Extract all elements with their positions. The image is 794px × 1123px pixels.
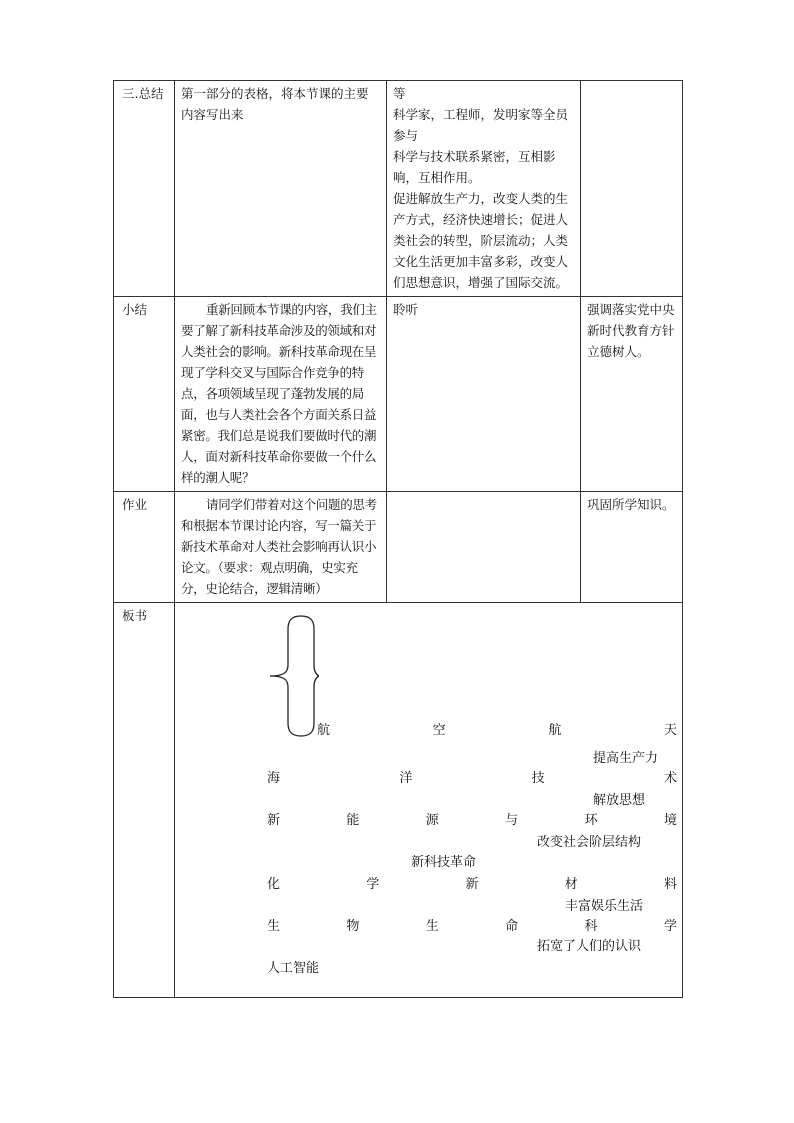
board-field-line — [317, 721, 677, 741]
board-char: 化 — [267, 877, 281, 892]
board-field-last: 人工智能 — [267, 961, 320, 976]
board-char: 天 — [663, 723, 677, 738]
board-field-line — [267, 811, 677, 831]
blackboard-layout — [175, 603, 682, 997]
table-row — [114, 492, 683, 603]
student-activity-cell: 聆听 — [387, 297, 581, 492]
design-intent-cell: 巩固所学知识。 — [581, 492, 683, 603]
row-label: 板书 — [114, 603, 175, 998]
board-char: 源 — [425, 813, 439, 828]
board-char: 命 — [505, 919, 519, 934]
board-char: 料 — [663, 877, 677, 892]
board-center-title: 新科技革命 — [411, 855, 477, 870]
curly-brace-icon — [265, 613, 319, 739]
row-label: 作业 — [114, 492, 175, 603]
board-field-line — [267, 917, 677, 937]
board-char: 海 — [267, 771, 281, 786]
board-impact: 拓宽了人们的认识 — [537, 939, 642, 954]
table-row — [114, 81, 683, 297]
design-intent-cell: 强调落实党中央新时代教育方针立德树人。 — [581, 297, 683, 492]
board-char: 新 — [267, 813, 281, 828]
board-field-line — [267, 769, 677, 789]
board-impact: 丰富娱乐生活 — [565, 899, 644, 914]
teacher-activity-cell: 第一部分的表格，将本节课的主要内容写出来 — [175, 81, 387, 297]
blackboard-cell — [175, 603, 683, 998]
board-char: 学 — [366, 877, 380, 892]
board-char: 洋 — [399, 771, 413, 786]
board-char: 环 — [584, 813, 598, 828]
board-char: 航 — [317, 723, 331, 738]
board-char: 术 — [663, 771, 677, 786]
student-activity-cell — [387, 492, 581, 603]
row-label: 三.总结 — [114, 81, 175, 297]
board-char: 能 — [346, 813, 360, 828]
board-char: 科 — [584, 919, 598, 934]
board-char: 与 — [505, 813, 519, 828]
board-char: 材 — [564, 877, 578, 892]
student-activity-cell — [387, 81, 581, 297]
board-char: 境 — [663, 813, 677, 828]
board-char: 空 — [432, 723, 446, 738]
board-char: 学 — [663, 919, 677, 934]
board-field-line — [267, 875, 677, 895]
board-char: 航 — [548, 723, 562, 738]
board-char: 技 — [531, 771, 545, 786]
student-line: 科学家，工程师，发明家等全员参与 — [393, 107, 569, 143]
table-row — [114, 297, 683, 492]
board-impact: 提高生产力 — [593, 751, 659, 766]
student-line: 促进解放生产力，改变人类的生产方式，经济快速增长；促进人类社会的转型，阶层流动；人类文化生活更加丰富多彩，改变人们思想意识，增强了国际交流。 — [393, 191, 569, 290]
student-line: 等 — [393, 86, 406, 101]
board-char: 生 — [425, 919, 439, 934]
design-intent-cell — [581, 81, 683, 297]
teacher-activity-cell: 请同学们带着对这个问题的思考和根据本节课讨论内容，写一篇关于新技术革命对人类社会影响再认识小论文。（要求：观点明确，史实充分，史论结合，逻辑清晰） — [175, 492, 387, 603]
lesson-plan-table — [113, 80, 683, 998]
board-impact: 改变社会阶层结构 — [537, 835, 642, 850]
board-char: 生 — [267, 919, 281, 934]
board-impact: 解放思想 — [593, 793, 646, 808]
student-line: 科学与技术联系紧密，互相影响，互相作用。 — [393, 149, 556, 185]
board-char: 物 — [346, 919, 360, 934]
table-row — [114, 603, 683, 998]
row-label: 小结 — [114, 297, 175, 492]
board-char: 新 — [465, 877, 479, 892]
teacher-activity-cell: 重新回顾本节课的内容，我们主要了解了新科技革命涉及的领域和对人类社会的影响。新科技革命现在呈现了学科交叉与国际合作竞争的特点，各项领域呈现了蓬勃发展的局面，也与人类社会各个方面关系日益紧密。我们总是说我们要做时代的潮人，面对新科技革命你要做一个什么样的潮人呢？ — [175, 297, 387, 492]
